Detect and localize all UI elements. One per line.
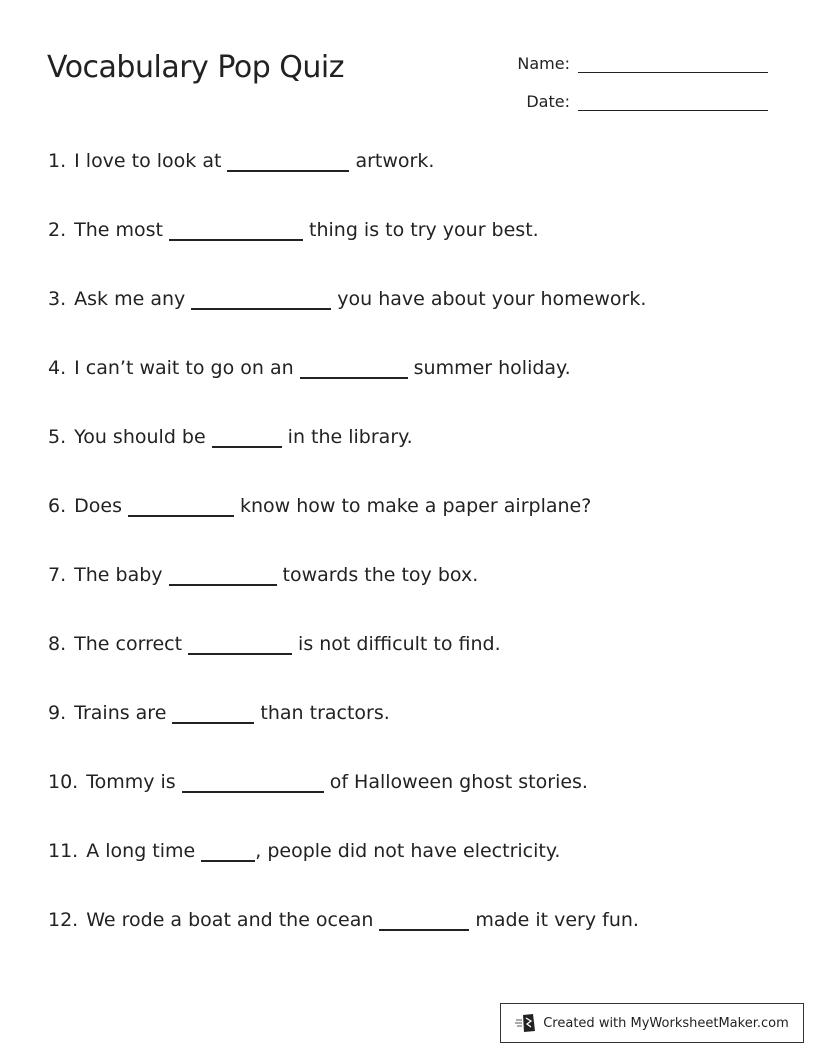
question-text-after: summer holiday. <box>413 357 571 379</box>
question-1 <box>48 150 434 172</box>
footer-credit <box>500 1003 804 1043</box>
answer-blank[interactable] <box>172 702 254 724</box>
name-label: Name: <box>517 54 570 73</box>
question-number: 10. <box>48 771 79 793</box>
answer-blank[interactable] <box>212 426 282 448</box>
answer-blank[interactable] <box>227 150 349 172</box>
question-8 <box>48 633 501 655</box>
question-text-after: than tractors. <box>260 702 390 724</box>
question-3 <box>48 288 646 310</box>
question-number: 12. <box>48 909 79 931</box>
question-4 <box>48 357 571 379</box>
question-text-after: , people did not have electricity. <box>255 840 561 862</box>
question-number: 6. <box>48 495 67 517</box>
question-text-before: Does <box>74 495 122 517</box>
answer-blank[interactable] <box>169 564 277 586</box>
footer-text: Created with MyWorksheetMaker.com <box>543 1015 789 1031</box>
question-7 <box>48 564 478 586</box>
question-number: 4. <box>48 357 67 379</box>
question-11 <box>48 840 560 862</box>
question-text-before: I can’t wait to go on an <box>74 357 294 379</box>
date-label: Date: <box>526 92 570 111</box>
question-text-before: We rode a boat and the ocean <box>86 909 374 931</box>
answer-blank[interactable] <box>188 633 292 655</box>
question-text-after: is not difficult to find. <box>298 633 501 655</box>
question-text-after: of Halloween ghost stories. <box>329 771 588 793</box>
question-text-before: The correct <box>74 633 183 655</box>
question-number: 9. <box>48 702 67 724</box>
worksheet-maker-logo-icon <box>515 1012 537 1034</box>
question-text-after: thing is to try your best. <box>309 219 539 241</box>
answer-blank[interactable] <box>169 219 303 241</box>
question-6 <box>48 495 591 517</box>
question-5 <box>48 426 413 448</box>
question-number: 1. <box>48 150 67 172</box>
name-field <box>517 54 768 73</box>
page-title: Vocabulary Pop Quiz <box>47 50 344 85</box>
question-text-before: The baby <box>74 564 163 586</box>
question-number: 5. <box>48 426 67 448</box>
question-9 <box>48 702 390 724</box>
question-text-after: towards the toy box. <box>282 564 479 586</box>
question-number: 8. <box>48 633 67 655</box>
question-text-after: in the library. <box>287 426 413 448</box>
answer-blank[interactable] <box>191 288 331 310</box>
question-12 <box>48 909 639 931</box>
question-10 <box>48 771 588 793</box>
question-number: 2. <box>48 219 67 241</box>
answer-blank[interactable] <box>379 909 469 931</box>
question-text-before: A long time <box>86 840 196 862</box>
question-text-after: know how to make a paper airplane? <box>239 495 592 517</box>
question-number: 3. <box>48 288 67 310</box>
question-text-before: I love to look at <box>74 150 222 172</box>
question-text-after: artwork. <box>355 150 435 172</box>
date-line[interactable] <box>578 92 768 111</box>
answer-blank[interactable] <box>182 771 324 793</box>
question-text-after: made it very fun. <box>475 909 639 931</box>
answer-blank[interactable] <box>128 495 234 517</box>
question-text-before: You should be <box>74 426 206 448</box>
question-number: 7. <box>48 564 67 586</box>
question-text-after: you have about your homework. <box>337 288 647 310</box>
answer-blank[interactable] <box>300 357 408 379</box>
question-2 <box>48 219 539 241</box>
name-line[interactable] <box>578 54 768 73</box>
question-number: 11. <box>48 840 79 862</box>
question-text-before: Ask me any <box>74 288 186 310</box>
answer-blank[interactable] <box>201 840 255 862</box>
question-text-before: The most <box>74 219 163 241</box>
question-text-before: Trains are <box>74 702 167 724</box>
question-text-before: Tommy is <box>86 771 176 793</box>
date-field <box>526 92 768 111</box>
